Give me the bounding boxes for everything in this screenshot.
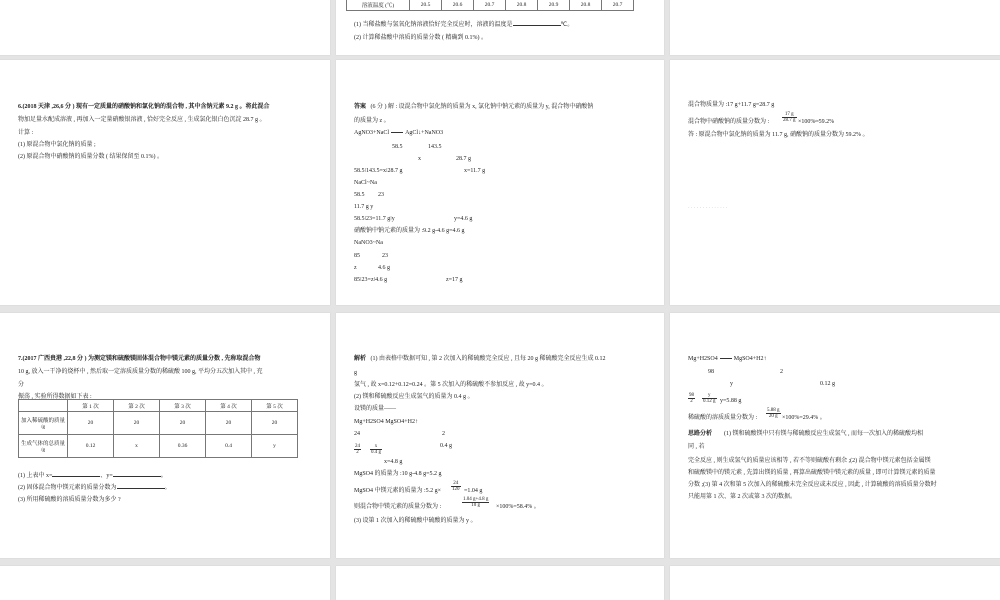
a7-l8b: =1.04 g — [464, 488, 483, 494]
q7-data-table — [18, 399, 298, 458]
q7-sub1: (1) 上表中 x= 、y= 。 — [18, 473, 167, 479]
q7-head: 7.(2017 广西贵港 ,22,8 分 ) 为测定镁和硫酸镁固体混合物中镁元素的质量分数 , 先称取混合物 — [18, 356, 261, 362]
a6-eq3: NaNO3~Na — [354, 240, 383, 246]
a6-val2: 4.6 g — [378, 265, 390, 271]
a7c-think: 思路分析 (1) 镁和硫酸镁中只有镁与稀硫酸反应生成氢气 , 而每一次加入的稀硫酸均相 — [688, 431, 924, 437]
a7c-y: y — [730, 381, 733, 387]
a6-m5: 85 — [354, 253, 360, 259]
question-2-text: (2) 计算稀盐酸中溶质的质量分数 ( 精确到 0.1%) 。 — [354, 35, 487, 41]
table-header: 第 5 次 — [252, 400, 298, 412]
a7-l4: (2) 镁和稀硫酸反应生成氢气的质量为 0.4 g 。 — [354, 394, 474, 400]
a7-l8: MgSO4 中镁元素的质量为 :5.2 g× — [354, 488, 442, 494]
a6c-l2: 混合物中硝酸钠的质量分数为 : — [688, 119, 770, 125]
a7-l10: (3) 设第 1 次加入的稀硫酸中硫酸的质量为 y 。 — [354, 518, 477, 524]
a7-l1: 解析 (1) 由表格中数据可知 , 第 2 次加入的稀硫酸完全反应 , 且每 20 g 稀硫酸完全反应生成 0.12 — [354, 356, 606, 362]
a7c-m2: 2 — [780, 369, 783, 375]
slide-a7 — [336, 313, 664, 558]
a6-r3b: z=17 g — [446, 277, 463, 283]
slide-a6-cont — [670, 60, 1000, 305]
slide-1-1 — [0, 0, 330, 55]
a7c-t4: 和硫酸镁中的镁元素 , 先算出镁的质量 , 再算出硫酸镁中镁元素的质量 , 即可计算镁元素的质量 — [688, 470, 936, 476]
temperature-table — [346, 0, 634, 11]
table-cell: 20 — [252, 412, 298, 435]
q7-sub2: (2) 固体混合物中镁元素的质量分数为 。 — [18, 485, 171, 491]
a6-m6: 23 — [382, 253, 388, 259]
table-cell: 生成气体的总质量 /g — [19, 435, 68, 458]
q1-text: (1) 当稀盐酸与氢氧化钠溶液恰好完全反应时，溶液的温度是 — [354, 22, 513, 28]
table-cell: 20.7 — [602, 0, 634, 11]
table-cell: x — [114, 435, 160, 458]
table-cell: y — [252, 435, 298, 458]
slide-4-3 — [670, 566, 1000, 600]
answer-label: 答案 — [354, 104, 367, 110]
a7c-t5: 分数 ;(3) 第 4 次和第 5 次加入的稀硫酸未完全反应或未反应 , 因此 , 计算硫酸的溶质质量分数时 — [688, 482, 937, 488]
a6-r2: 58.5∶23=11.7 g∶y — [354, 216, 395, 222]
q1-unit: ℃。 — [560, 22, 574, 28]
table-cell: 20.5 — [410, 0, 442, 11]
table-cell: 20.8 — [570, 0, 602, 11]
table-cell: 20.9 — [538, 0, 570, 11]
a7-m2: 2 — [442, 431, 445, 437]
q7-line2: 10 g, 放入一干净的烧杯中 , 然后取一定溶质质量分数的稀硫酸 100 g, 平均分五次加入其中 , 充 — [18, 369, 263, 375]
a6-z: z — [354, 265, 357, 271]
a6c-l2b: ×100%≈59.2% — [798, 119, 835, 125]
a7c-eq: Mg+H2SO4 MgSO4+H2↑ — [688, 356, 767, 362]
a7-l7: MgSO4 的质量为 :10 g-4.8 g=5.2 g — [354, 471, 442, 477]
table-cell: 20.7 — [474, 0, 506, 11]
a7-frac3: $\frac{24}{120}$ — [452, 481, 460, 492]
a6-val1: 28.7 g — [456, 156, 471, 162]
table-header: 第 2 次 — [114, 400, 160, 412]
a7-m1: 24 — [354, 431, 360, 437]
think-label: 思路分析 — [688, 431, 713, 437]
a6-sub: 硝酸钠中钠元素的质量为 :9.2 g-4.6 g=4.6 g — [354, 228, 465, 234]
slide-4-1 — [0, 566, 330, 600]
table-header: 第 4 次 — [206, 400, 252, 412]
a7-l3: 氢气 , 故 x=0.12+0.12=0.24 。第 5 次加入的稀硫酸不参加反应 , 故 y=0.4 。 — [354, 382, 548, 388]
a6-r3: 85∶23=z∶4.6 g — [354, 277, 388, 283]
a7c-l2: 稀硫酸的溶质质量分数为 : — [688, 415, 758, 421]
a7-l5: 设镁的质量—— — [354, 406, 397, 412]
a6-m1: 58.5 — [392, 144, 403, 150]
slide-q6 — [0, 60, 330, 305]
a6c-l1: 混合物质量为 :17 g+11.7 g=28.7 g — [688, 102, 775, 108]
table-cell: 0.4 — [206, 435, 252, 458]
a7-frac4: $\frac{1.04 g+4.8 g}{10 g}$ — [463, 497, 489, 508]
table-cell: 0.36 — [160, 435, 206, 458]
q6-head: 6.(2018 天津 ,26,6 分 ) 现有一定质量的硝酸钠和氯化钠的混合物 , 其中含钠元素 9.2 g 。将此混合 — [18, 104, 270, 110]
a7-l2: g — [354, 370, 357, 376]
table-header: 第 3 次 — [160, 400, 206, 412]
slide-1-2 — [336, 0, 664, 55]
table-cell: 加入稀硫酸的质量 /g — [19, 412, 68, 435]
q7-line4: 振荡 , 实验所得数据如下表 : — [18, 394, 92, 400]
table-header — [19, 400, 68, 412]
a7c-frac2: $\frac{y}{0.12 g}$ — [703, 393, 716, 404]
table-cell: 20 — [68, 412, 114, 435]
a7c-l2b: ×100%=29.4% 。 — [782, 415, 826, 421]
analysis-label: 解析 — [354, 356, 367, 362]
a7c-t2: 同 , 若 — [688, 444, 705, 450]
a7-v1: 0.4 g — [440, 443, 452, 449]
a7-res: x=4.8 g — [384, 459, 403, 465]
table-cell: 20 — [160, 412, 206, 435]
q7-sub3: (3) 所用稀硫酸的溶质质量分数为多少 ? — [18, 497, 121, 503]
a7c-t6: 只能用第 1 次、第 2 次或第 3 次的数据。 — [688, 494, 797, 500]
question-1-text — [354, 22, 573, 29]
a6c-l3: 答 : 原混合物中氯化钠的质量为 11.7 g, 硝酸钠的质量分数为 59.2% 。 — [688, 132, 869, 138]
a7c-res: y=5.88 g — [720, 398, 742, 404]
a7c-t3: 完全反应 , 则生成氢气的质量应该相等 , 若不等则硫酸有剩余 ;(2) 混合物中镁元素包括金属镁 — [688, 458, 931, 464]
a6-line2: 的质量为 z 。 — [354, 118, 390, 124]
table-cell: 溶液温度 (℃) — [347, 0, 410, 11]
a6-m3: 58.5 — [354, 192, 365, 198]
a7c-m1: 98 — [708, 369, 714, 375]
table-cell: 20 — [206, 412, 252, 435]
a6-r2b: y=4.6 g — [454, 216, 473, 222]
table-cell: 20 — [114, 412, 160, 435]
a6-x: x — [418, 156, 421, 162]
a7-l9: 则混合物中镁元素的质量分数为 : — [354, 504, 442, 510]
a6-m4: 23 — [378, 192, 384, 198]
a6c-fraction: $\frac{17 g}{28.7 g}$ — [783, 112, 796, 123]
a7-l9b: ×100%=58.4% 。 — [496, 504, 540, 510]
slide-q7 — [0, 313, 330, 558]
a6-eq1: AgNO3+NaCl AgCl↓+NaNO3 — [354, 130, 444, 136]
a6-r1b: x=11.7 g — [464, 168, 486, 174]
table-cell: 20.8 — [506, 0, 538, 11]
a6-m2: 143.5 — [428, 144, 442, 150]
slide-a7-cont — [670, 313, 1000, 558]
a6-line1: 答案 (6 分 ) 解 : 设混合物中氯化钠的质量为 x, 氯化钠中钠元素的质量为 y, 混合物中硝酸钠 — [354, 104, 594, 110]
q7-line3: 分 — [18, 382, 25, 388]
a7-l6: Mg+H2SO4 MgSO4+H2↑ — [354, 419, 418, 425]
a7-frac1: $\frac{24}{2}$ — [355, 444, 360, 455]
table-cell: 20.6 — [442, 0, 474, 11]
q6-sub2: (2) 原混合物中硝酸钠的质量分数 ( 结果保留至 0.1%) 。 — [18, 154, 163, 160]
a7c-frac3: $\frac{5.88 g}{20 g}$ — [767, 408, 780, 419]
q6-sub1: (1) 原混合物中氯化钠的质量 ; — [18, 142, 96, 148]
a6-eq2: NaCl~Na — [354, 180, 377, 186]
table-header: 第 1 次 — [68, 400, 114, 412]
q6-line2: 物加足量水配成溶液 , 再加入一定量硝酸银溶液 , 恰好完全反应 , 生成氯化银白色沉淀 28.7 g 。 — [18, 117, 266, 123]
table-cell: 0.12 — [68, 435, 114, 458]
slide-4-2 — [336, 566, 664, 600]
q6-calc: 计算 : — [18, 130, 34, 136]
a7c-frac1: $\frac{98}{2}$ — [689, 393, 694, 404]
faint-mark: · · · · · · · · · · · · · · — [688, 206, 728, 211]
a7c-val: 0.12 g — [820, 381, 835, 387]
slide-a6 — [336, 60, 664, 305]
a7-frac2: $\frac{x}{0.4 g}$ — [371, 444, 381, 455]
slide-1-3 — [670, 0, 1000, 55]
a6-g1: 11.7 g y — [354, 204, 374, 210]
a6-r1: 58.5∶143.5=x∶28.7 g — [354, 168, 403, 174]
